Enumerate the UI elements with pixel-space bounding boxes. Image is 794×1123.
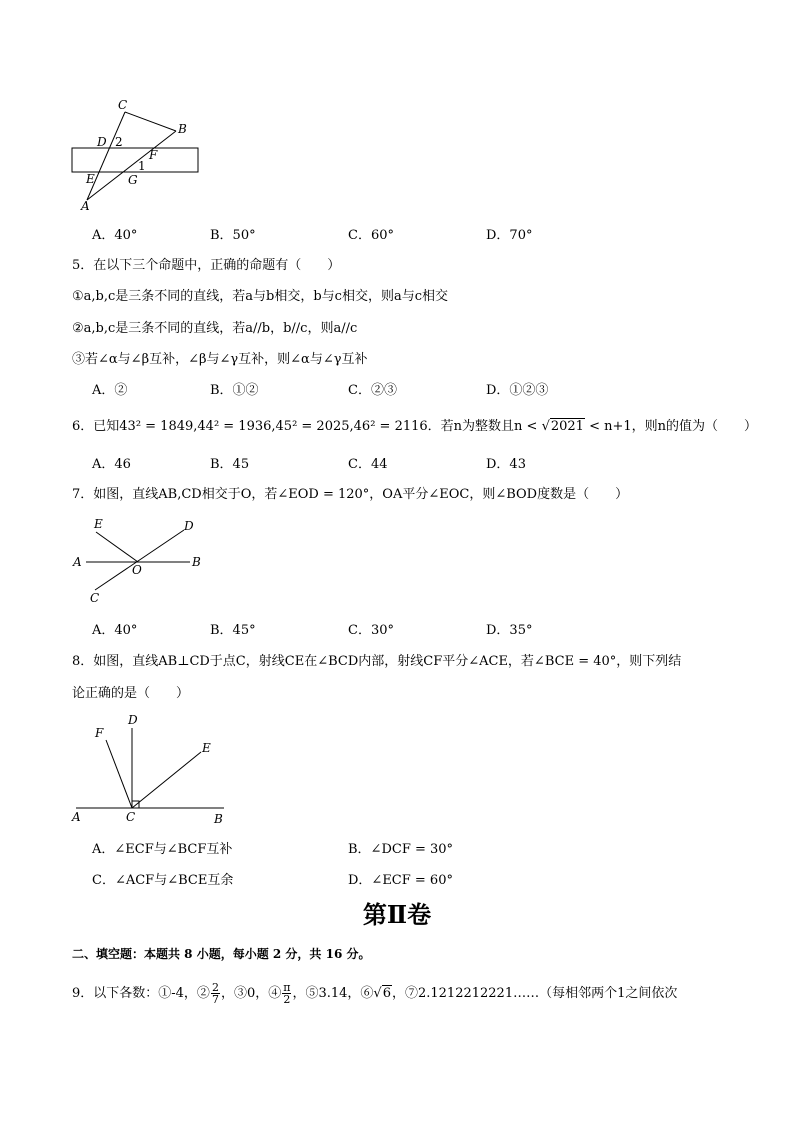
q9-fraction-2-den: 2 xyxy=(283,993,291,1006)
label-2: 2 xyxy=(115,135,123,149)
q5-stem: 5．在以下三个命题中，正确的命题有（ ） xyxy=(72,258,341,273)
q5-option-b: B．①② xyxy=(210,383,259,398)
q5-option-a: A．② xyxy=(92,383,128,398)
q5-proposition-3: ③若∠α与∠β互补，∠β与∠γ互补，则∠α与∠γ互补 xyxy=(72,352,368,367)
q8-stem-line-1: 8．如图，直线AB⊥CD于点C，射线CE在∠BCD内部，射线CF平分∠ACE，若∠BCE = 40°，则下列结 xyxy=(72,654,682,669)
label-d: D xyxy=(184,519,194,533)
q7-option-a: A．40° xyxy=(92,623,138,638)
q9-sqrt-sign: √ xyxy=(373,986,382,1001)
q9-fraction-1 xyxy=(211,982,220,1005)
q7-option-d: D．35° xyxy=(486,623,533,638)
q7-option-b: B．45° xyxy=(210,623,256,638)
ray-cf xyxy=(106,740,132,808)
q5-proposition-1: ①a,b,c是三条不同的直线，若a与b相交，b与c相交，则a与c相交 xyxy=(72,289,448,304)
q6-option-c: C．44 xyxy=(348,457,388,472)
q9-part-a: 9．以下各数：①-4，② xyxy=(72,986,210,1001)
q4-option-b: B．50° xyxy=(210,228,256,243)
label-a: A xyxy=(81,199,90,213)
q6-stem-b: < n+1，则n的值为（ ） xyxy=(589,419,758,434)
label-d: D xyxy=(128,713,138,727)
q7-stem: 7．如图，直线AB,CD相交于O，若∠EOD = 120°，OA平分∠EOC，则∠BOD度数是（ ） xyxy=(72,487,629,502)
q6-option-a: A．46 xyxy=(92,457,131,472)
q9-fraction-2 xyxy=(282,982,291,1005)
label-e: E xyxy=(202,741,211,755)
q9-fraction-1-den: 7 xyxy=(211,993,219,1006)
q9-stem xyxy=(72,980,677,1008)
q5-option-d: D．①②③ xyxy=(486,383,549,398)
label-b: B xyxy=(192,555,201,569)
label-o: O xyxy=(132,563,142,577)
q4-option-c: C．60° xyxy=(348,228,394,243)
q6-sqrt-value: 2021 xyxy=(550,419,584,434)
q5-proposition-2: ②a,b,c是三条不同的直线，若a//b，b//c，则a//c xyxy=(72,321,358,336)
ray-ce xyxy=(132,752,201,808)
label-c: C xyxy=(126,810,136,824)
label-b: B xyxy=(178,122,187,136)
q6-sqrt-sign: √ xyxy=(541,419,550,434)
label-d: D xyxy=(97,135,107,149)
q9-fraction-2-num: π xyxy=(283,981,291,994)
label-e: E xyxy=(94,517,103,531)
q9-fraction-1-num: 2 xyxy=(211,981,219,994)
q4-option-a: A．40° xyxy=(92,228,138,243)
q8-option-c: C．∠ACF与∠BCE互余 xyxy=(92,873,234,888)
q9-part-d: ，⑦2.1212212221……（每相邻两个1之间依次 xyxy=(391,986,678,1001)
q6-option-d: D．43 xyxy=(486,457,526,472)
q9-part-c: ，⑤3.14，⑥ xyxy=(292,986,374,1001)
q4-option-d: D．70° xyxy=(486,228,533,243)
label-b: B xyxy=(214,812,223,826)
q7-option-c: C．30° xyxy=(348,623,394,638)
label-c: C xyxy=(118,98,128,112)
label-f: F xyxy=(149,148,158,162)
q8-option-d: D．∠ECF = 60° xyxy=(348,873,453,888)
label-c: C xyxy=(90,591,100,605)
label-a: A xyxy=(73,555,82,569)
label-f: F xyxy=(95,726,104,740)
label-g: G xyxy=(128,173,138,187)
q5-option-c: C．②③ xyxy=(348,383,397,398)
q9-part-b: ，③0，④ xyxy=(220,986,282,1001)
label-1: 1 xyxy=(138,159,146,173)
q8-stem-line-2: 论正确的是（ ） xyxy=(72,686,190,701)
q8-option-a: A．∠ECF与∠BCF互补 xyxy=(92,842,233,857)
q6-option-b: B．45 xyxy=(210,457,250,472)
label-a: A xyxy=(72,810,81,824)
q9-sqrt-value: 6 xyxy=(382,986,391,1001)
label-e: E xyxy=(86,172,95,186)
section-title: 第Ⅱ卷 xyxy=(362,900,432,929)
q8-option-b: B．∠DCF = 30° xyxy=(348,842,454,857)
section-header: 二、填空题：本题共 8 小题，每小题 2 分，共 16 分。 xyxy=(72,947,371,961)
q6-stem-a: 6．已知43² = 1849,44² = 1936,45² = 2025,46² = 2116．若n为整数且n < xyxy=(72,419,538,434)
